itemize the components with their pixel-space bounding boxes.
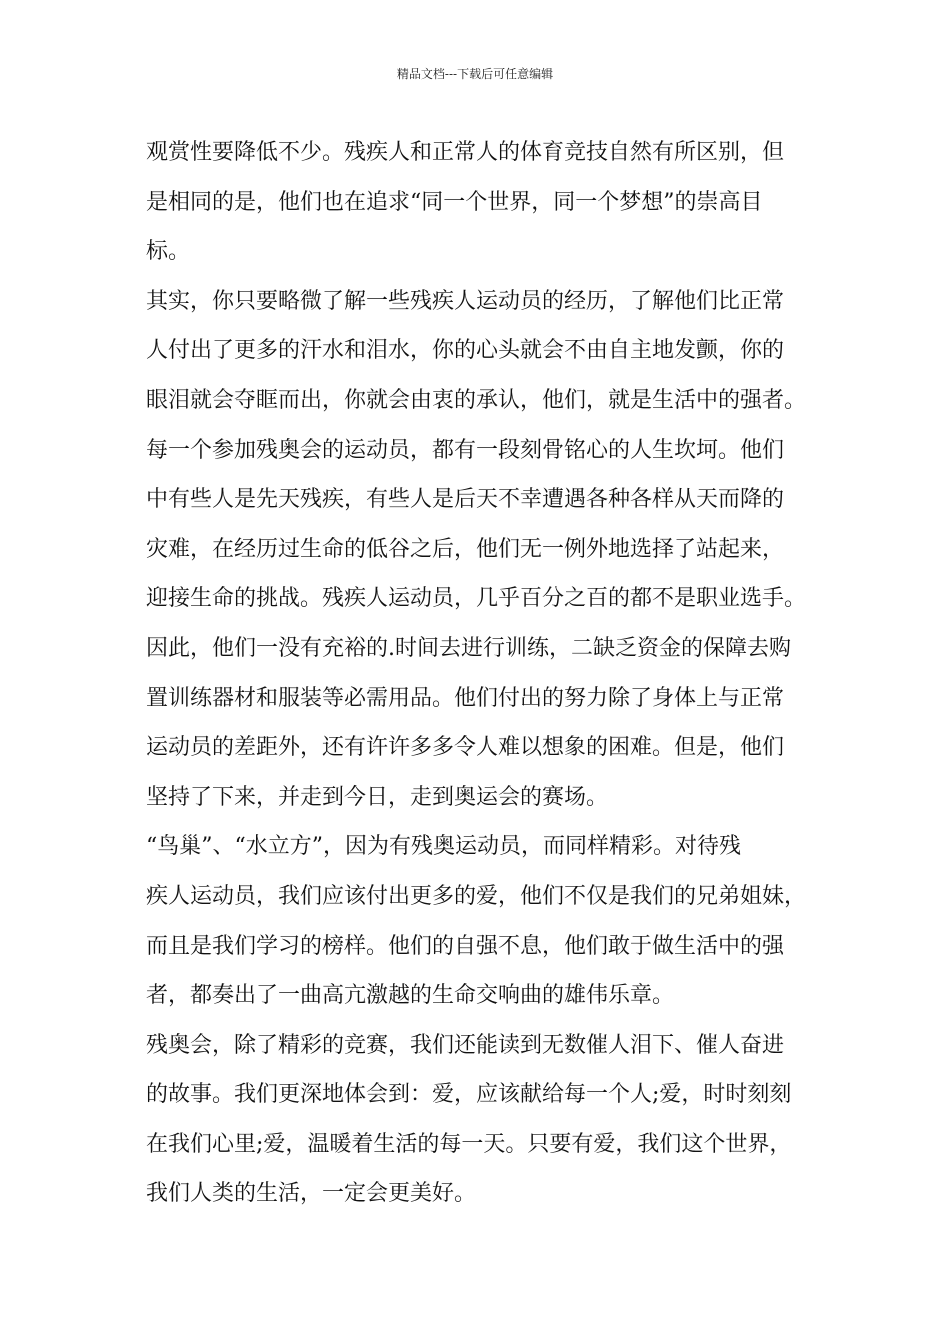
text-line: 而且是我们学习的榜样。他们的自强不息，他们敢于做生活中的强 — [146, 933, 785, 959]
text-line: 运动员的差距外，还有许许多多令人难以想象的困难。但是，他们 — [146, 735, 785, 761]
text-line: 者，都奏出了一曲高亢激越的生命交响曲的雄伟乐章。 — [146, 983, 675, 1009]
text-line: 在我们心里;爱，温暖着生活的每一天。只要有爱，我们这个世界， — [146, 1131, 792, 1157]
page-header: 精品文档---下载后可任意编辑 — [396, 67, 554, 81]
text-line: 因此，他们一没有充裕的.时间去进行训练，二缺乏资金的保障去购 — [146, 635, 791, 661]
text-line: 每一个参加残奥会的运动员，都有一段刻骨铭心的人生坎坷。他们 — [146, 437, 785, 463]
text-line: 残奥会，除了精彩的竞赛，我们还能读到无数催人泪下、催人奋进 — [146, 1032, 785, 1058]
text-line: “鸟巢”、“水立方”，因为有残奥运动员，而同样精彩。对待残 — [146, 834, 741, 860]
text-line: 中有些人是先天残疾，有些人是后天不幸遭遇各种各样从天而降的 — [146, 487, 785, 513]
text-line: 坚持了下来，并走到今日，走到奥运会的赛场。 — [146, 784, 609, 810]
document-body — [146, 128, 818, 1219]
text-line: 是相同的是，他们也在追求“同一个世界，同一个梦想”的崇高目 — [146, 189, 763, 215]
text-line: 灾难，在经历过生命的低谷之后，他们无一例外地选择了站起来， — [146, 536, 785, 562]
text-line: 人付出了更多的汗水和泪水，你的心头就会不由自主地发颤，你的 — [146, 338, 785, 364]
text-line: 我们人类的生活，一定会更美好。 — [146, 1181, 477, 1207]
text-line: 的故事。我们更深地体会到：爱，应该献给每一个人;爱，时时刻刻 — [146, 1082, 792, 1108]
text-line: 疾人运动员，我们应该付出更多的爱，他们不仅是我们的兄弟姐妹， — [146, 883, 807, 909]
text-line: 标。 — [146, 239, 191, 265]
text-line: 观赏性要降低不少。残疾人和正常人的体育竞技自然有所区别，但 — [146, 140, 785, 165]
text-line: 迎接生命的挑战。残疾人运动员，几乎百分之百的都不是职业选手。 — [146, 586, 807, 612]
text-line: 置训练器材和服装等必需用品。他们付出的努力除了身体上与正常 — [146, 685, 785, 711]
text-line: 眼泪就会夺眶而出，你就会由衷的承认，他们，就是生活中的强者。 — [146, 387, 807, 413]
text-line: 其实，你只要略微了解一些残疾人运动员的经历，了解他们比正常 — [146, 288, 785, 314]
